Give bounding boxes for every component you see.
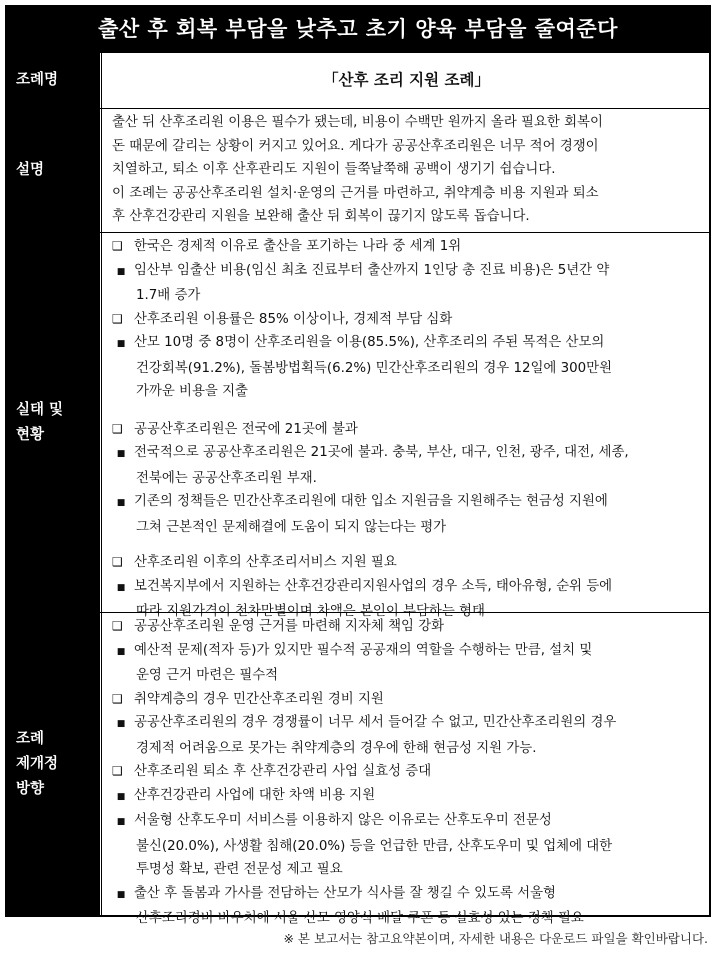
row-label-name: 조례명 — [7, 53, 100, 108]
section-heading: ❑ 공공산후조리원은 전국에 21곳에 불과 — [112, 418, 701, 442]
row-label-direction — [7, 613, 100, 915]
row-label-description: 설명 — [7, 109, 100, 232]
row-ordinance-name — [7, 52, 709, 108]
checkbox-square-icon: ❑ — [112, 421, 123, 436]
section-heading: ❑ 산후조리원 이후의 산후조리서비스 지원 필요 — [112, 551, 701, 575]
square-bullet-icon: ■ — [116, 817, 126, 827]
description-line: 출산 뒤 산후조리원 이용은 필수가 됐는데, 비용이 수백만 원까지 올라 필요한 회복이 — [112, 115, 603, 130]
bullet-continuation: 투명성 확보, 관련 전문성 제고 필요 — [136, 862, 343, 877]
bullet-item: ■ 공공산후조리원의 경우 경쟁률이 너무 세서 들어갈 수 없고, 민간산후조리원의 경우 — [112, 711, 701, 737]
bullet-continuation: 그쳐 근본적인 문제해결에 도움이 되지 않는다는 평가 — [136, 519, 447, 535]
section-heading: ❑ 산후조리원 이용률은 85% 이상이나, 경제적 부담 심화 — [112, 308, 701, 332]
row-label-direction-line: 방향 — [16, 780, 45, 797]
row-direction — [7, 612, 709, 926]
row-content-description — [101, 109, 709, 232]
bullet-item: ■ 임산부 임출산 비용(임신 최초 진료부터 출산까지 1인당 총 진료 비용)은 5년간 약 — [112, 259, 701, 285]
row-label-status — [7, 233, 100, 612]
description-line: 치열하고, 퇴소 이후 산후관리도 지원이 들쭉날쭉해 공백이 생기기 쉽습니다. — [112, 162, 556, 177]
description-line: 후 산후건강관리 지원을 보완해 출산 뒤 회복이 끊기지 않도록 돕습니다. — [112, 209, 530, 224]
checkbox-square-icon: ❑ — [112, 239, 123, 253]
bullet-continuation: 가까운 비용을 지출 — [136, 384, 248, 399]
bullet-item: ■ 산모 10명 중 8명이 산후조리원을 이용(85.5%), 산후조리의 주된 목적은 산모의 — [112, 331, 701, 357]
section-heading: ❑ 공공산후조리원 운영 근거를 마련해 지자체 책임 강화 — [112, 615, 701, 639]
row-label-status-line: 현황 — [16, 426, 45, 443]
bullet-item: ■ 출산 후 돌봄과 가사를 전담하는 산모가 식사를 잘 챙길 수 있도록 서울형 — [112, 882, 701, 908]
row-status — [7, 232, 709, 619]
row-label-direction-line: 조례 — [16, 730, 45, 747]
row-label-status-line: 실태 및 — [16, 401, 64, 418]
bullet-continuation: 전북에는 공공산후조리원 부재. — [136, 470, 317, 486]
square-bullet-icon: ■ — [116, 498, 126, 508]
description-line: 돈 때문에 갈리는 상황이 커지고 있어요. 게다가 공공산후조리원은 너무 적어 경쟁이 — [112, 138, 599, 154]
square-bullet-icon: ■ — [116, 889, 126, 900]
square-bullet-icon: ■ — [116, 582, 126, 593]
footnote: ※ 본 보고서는 참고요약본이며, 자세한 내용은 다운로드 파일을 확인바랍니다. — [283, 931, 708, 946]
bullet-item: ■ 기존의 정책들은 민간산후조리원에 대한 입소 지원금을 지원해주는 현금성 지원에 — [112, 490, 701, 516]
row-content-direction — [101, 613, 709, 926]
bullet-continuation: 산후조리경비 바우처에 서울 산모 영양식 배달 쿠폰 등 실효성 있는 정책 필요 — [136, 911, 584, 926]
bullet-continuation: 운영 근거 마련은 필수적 — [136, 668, 279, 683]
bullet-item: ■ 전국적으로 공공산후조리원은 21곳에 불과. 충북, 부산, 대구, 인천, 광주, 대전, 세종, — [112, 441, 701, 467]
square-bullet-icon: ■ — [116, 266, 126, 277]
bullet-continuation: 1.7배 증가 — [136, 288, 201, 303]
checkbox-square-icon: ❑ — [112, 311, 123, 326]
bullet-item: ■ 서울형 산후도우미 서비스를 이용하지 않은 이유로는 산후도우미 전문성 — [112, 809, 701, 835]
row-content-status — [101, 233, 709, 619]
checkbox-square-icon: ❑ — [112, 555, 123, 569]
row-label-direction-line: 제개정 — [16, 755, 59, 772]
ordinance-name: 「산후 조리 지원 조례」 — [323, 71, 490, 89]
checkbox-square-icon: ❑ — [112, 619, 123, 633]
bullet-continuation: 경제적 어려움으로 못가는 취약계층의 경우에 한해 현금성 지원 가능. — [136, 740, 537, 756]
section-heading: ❑ 산후조리원 퇴소 후 산후건강관리 사업 실효성 증대 — [112, 760, 701, 784]
section-heading: ❑ 취약계층의 경우 민간산후조리원 경비 지원 — [112, 688, 701, 712]
square-bullet-icon: ■ — [116, 339, 126, 349]
bullet-continuation: 따라 지원가격이 천차만별이며 차액은 본인이 부담하는 형태 — [136, 604, 485, 619]
bullet-item: ■ 보건복지부에서 지원하는 산후건강관리지원사업의 경우 소득, 태아유형, 순위 등에 — [112, 575, 701, 601]
square-bullet-icon: ■ — [116, 449, 126, 459]
checkbox-square-icon: ❑ — [112, 691, 123, 706]
ordinance-summary-table — [5, 5, 711, 926]
bullet-continuation: 건강회복(91.2%), 돌봄방법획득(6.2%) 민간산후조리원의 경우 12일에 300만원 — [136, 360, 613, 376]
row-content-name — [101, 53, 709, 108]
checkbox-square-icon: ❑ — [112, 764, 123, 778]
square-bullet-icon: ■ — [116, 646, 126, 657]
row-description — [7, 108, 709, 232]
square-bullet-icon: ■ — [116, 791, 126, 802]
page-title: 출산 후 회복 부담을 낮추고 초기 양육 부담을 줄여준다 — [7, 7, 709, 52]
square-bullet-icon: ■ — [116, 719, 126, 729]
description-line: 이 조례는 공공산후조리원 설치·운영의 근거를 마련하고, 취약계층 비용 지원과 퇴소 — [112, 185, 599, 201]
bullet-item: ■ 예산적 문제(적자 등)가 있지만 필수적 공공재의 역할을 수행하는 만큼, 설치 및 — [112, 639, 701, 665]
bullet-continuation: 불신(20.0%), 사생활 침해(20.0%) 등을 언급한 만큼, 산후도우미 및 업체에 대한 — [136, 838, 613, 854]
section-heading: ❑ 한국은 경제적 이유로 출산을 포기하는 나라 중 세계 1위 — [112, 235, 701, 259]
bullet-item: ■ 산후건강관리 사업에 대한 차액 비용 지원 — [112, 784, 701, 810]
